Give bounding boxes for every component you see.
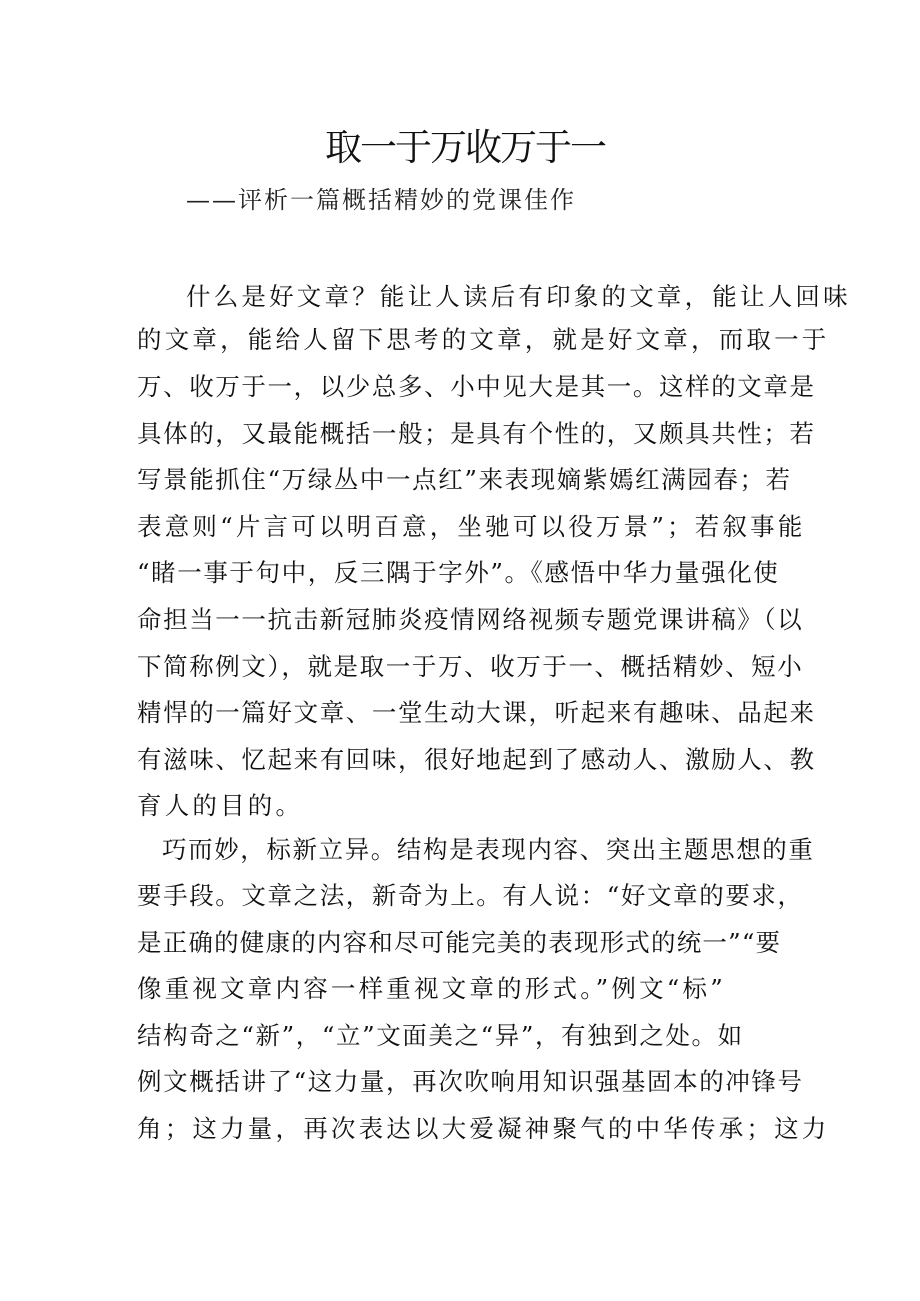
document-subtitle: ——评析一篇概括精妙的党课佳作 [186,186,576,214]
body-line: 例文概括讲了“这力量，再次吹响用知识强基固本的冲锋号 [137,1067,804,1096]
body-line: “睹一事于句中，反三隅于字外”。《感悟中华力量强化使 [137,558,780,587]
body-line: 有滋味、忆起来有回味，很好地起到了感动人、激励人、教 [137,745,816,774]
body-line: 角；这力量，再次表达以大爱凝神聚气的中华传承；这力 [137,1114,830,1143]
body-line: 像重视文章内容一样重视文章的形式。”例文“标” [137,974,726,1003]
body-line: 巧而妙，标新立异。结构是表现内容、突出主题思想的重 [162,835,815,864]
body-line: 育人的目的。 [137,791,304,820]
body-line: 下简称例文），就是取一于万、收万于一、概括精妙、短小 [137,652,804,681]
body-line: 是正确的健康的内容和尽可能完美的表现形式的统一”“要 [137,928,782,957]
body-line: 万、收万于一，以少总多、小中见大是其一。这样的文章是 [137,372,816,401]
body-line: 结构奇之“新”，“立”文面美之“异”，有独到之处。如 [137,1021,744,1050]
body-line: 写景能抓住“万绿丛中一点红”来表现嫡紫嫣红满园春；若 [137,465,792,494]
body-line: 精悍的一篇好文章、一堂生动大课，听起来有趣味、品起来 [137,698,816,727]
body-line: 要手段。文章之法，新奇为上。有人说：“好文章的要求， [137,881,804,910]
body-line: 的文章，能给人留下思考的文章，就是好文章，而取一于 [137,325,830,354]
body-line: 具体的，又最能概括一般；是具有个性的，又颇具共性；若 [137,419,816,448]
body-line: 命担当一一抗击新冠肺炎疫情网络视频专题党课讲稿》（以 [137,605,804,634]
document-title: 取一于万收万于一 [325,126,605,169]
body-line: 表意则“片言可以明百意，坐驰可以役万景”；若叙事能 [137,512,806,541]
body-line: 什么是好文章？能让人读后有印象的文章，能让人回味 [186,282,851,311]
